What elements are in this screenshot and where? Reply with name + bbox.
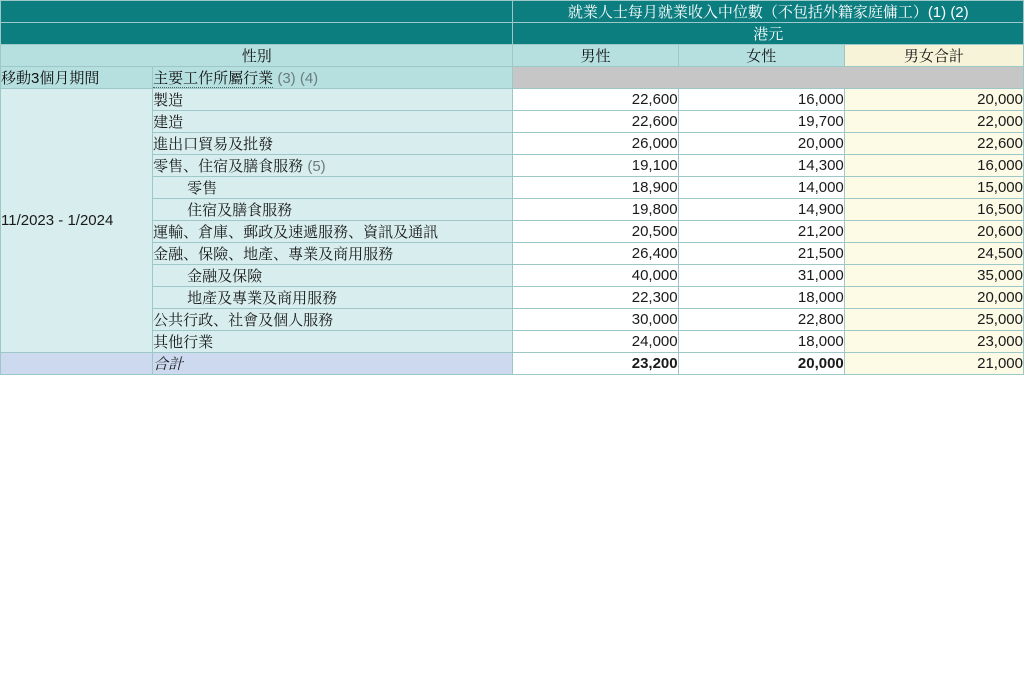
value-female: 14,000 bbox=[678, 177, 844, 199]
value-both: 20,600 bbox=[844, 221, 1023, 243]
table-row bbox=[1, 331, 1024, 353]
header-unit: 港元 bbox=[513, 23, 1024, 45]
value-female: 14,900 bbox=[678, 199, 844, 221]
value-both: 20,000 bbox=[844, 89, 1023, 111]
value-male: 22,300 bbox=[513, 287, 678, 309]
table-row bbox=[1, 133, 1024, 155]
value-male: 40,000 bbox=[513, 265, 678, 287]
value-male: 24,000 bbox=[513, 331, 678, 353]
value-male: 19,800 bbox=[513, 199, 678, 221]
header-row-measure bbox=[1, 1, 1024, 23]
value-male: 19,100 bbox=[513, 155, 678, 177]
value-both: 22,000 bbox=[844, 111, 1023, 133]
value-female: 18,000 bbox=[678, 331, 844, 353]
header-measure-title: 就業人士每月就業收入中位數（不包括外籍家庭傭工）(1) (2) bbox=[513, 1, 1024, 23]
industry-label-cell bbox=[153, 155, 513, 177]
value-both: 20,000 bbox=[844, 287, 1023, 309]
value-both: 23,000 bbox=[844, 331, 1023, 353]
table-body bbox=[1, 89, 1024, 375]
value-male: 30,000 bbox=[513, 309, 678, 331]
industry-label-text: 運輸、倉庫、郵政及速遞服務、資訊及通訊 bbox=[153, 224, 439, 241]
table-row bbox=[1, 287, 1024, 309]
table-header bbox=[1, 1, 1024, 89]
header-col-both: 男女合計 bbox=[844, 45, 1023, 67]
value-male: 23,200 bbox=[513, 353, 678, 375]
header-period-label: 移動3個月期間 bbox=[1, 67, 153, 89]
value-female: 16,000 bbox=[678, 89, 844, 111]
value-female: 20,000 bbox=[678, 133, 844, 155]
header-industry-label-notes: (3) (4) bbox=[277, 70, 319, 87]
value-male: 18,900 bbox=[513, 177, 678, 199]
value-both: 22,600 bbox=[844, 133, 1023, 155]
value-female: 21,200 bbox=[678, 221, 844, 243]
header-col-female: 女性 bbox=[678, 45, 844, 67]
value-female: 18,000 bbox=[678, 287, 844, 309]
value-both: 25,000 bbox=[844, 309, 1023, 331]
industry-label-cell bbox=[153, 309, 513, 331]
industry-label-text: 進出口貿易及批發 bbox=[153, 136, 274, 153]
header-industry-label-text: 主要工作所屬行業 bbox=[153, 70, 274, 87]
header-row-dimensions bbox=[1, 67, 1024, 89]
table-row bbox=[1, 265, 1024, 287]
industry-label-text: 零售、住宿及膳食服務 bbox=[153, 158, 304, 175]
industry-label-text: 金融及保險 bbox=[187, 268, 263, 285]
industry-label-cell bbox=[153, 331, 513, 353]
value-female: 21,500 bbox=[678, 243, 844, 265]
value-male: 22,600 bbox=[513, 111, 678, 133]
header-corner-blank-2 bbox=[1, 23, 513, 45]
table-row bbox=[1, 177, 1024, 199]
value-male: 26,400 bbox=[513, 243, 678, 265]
table-row bbox=[1, 221, 1024, 243]
header-sex-label: 性別 bbox=[1, 45, 513, 67]
industry-label-text: 地產及專業及商用服務 bbox=[187, 290, 338, 307]
table-row bbox=[1, 309, 1024, 331]
table-row bbox=[1, 353, 1024, 375]
industry-label-cell bbox=[153, 265, 513, 287]
industry-label-cell bbox=[153, 177, 513, 199]
header-row-unit bbox=[1, 23, 1024, 45]
value-female: 19,700 bbox=[678, 111, 844, 133]
industry-label-text: 建造 bbox=[153, 114, 184, 131]
value-female: 20,000 bbox=[678, 353, 844, 375]
industry-label-text: 住宿及膳食服務 bbox=[187, 202, 293, 219]
industry-label-text: 其他行業 bbox=[153, 334, 214, 351]
value-male: 22,600 bbox=[513, 89, 678, 111]
table-row bbox=[1, 89, 1024, 111]
industry-label-cell bbox=[153, 133, 513, 155]
value-both: 16,000 bbox=[844, 155, 1023, 177]
period-cell-total-row bbox=[1, 353, 153, 375]
industry-label-text: 金融、保險、地產、專業及商用服務 bbox=[153, 246, 394, 263]
industry-label-text: 製造 bbox=[153, 92, 184, 109]
value-both: 21,000 bbox=[844, 353, 1023, 375]
industry-label-cell bbox=[153, 111, 513, 133]
value-female: 31,000 bbox=[678, 265, 844, 287]
header-row-sex bbox=[1, 45, 1024, 67]
header-spacer-gray bbox=[513, 67, 1024, 89]
value-female: 14,300 bbox=[678, 155, 844, 177]
industry-label-cell bbox=[153, 287, 513, 309]
table-row bbox=[1, 111, 1024, 133]
industry-label-cell bbox=[153, 199, 513, 221]
value-both: 16,500 bbox=[844, 199, 1023, 221]
industry-label-cell bbox=[153, 243, 513, 265]
value-male: 20,500 bbox=[513, 221, 678, 243]
value-male: 26,000 bbox=[513, 133, 678, 155]
table-row bbox=[1, 243, 1024, 265]
industry-label-text: 公共行政、社會及個人服務 bbox=[153, 312, 334, 329]
period-cell: 11/2023 - 1/2024 bbox=[1, 89, 153, 353]
industry-label-text: 零售 bbox=[187, 180, 218, 197]
industry-label-cell bbox=[153, 221, 513, 243]
industry-label-note: (5) bbox=[307, 158, 326, 175]
value-both: 15,000 bbox=[844, 177, 1023, 199]
value-both: 35,000 bbox=[844, 265, 1023, 287]
industry-label-cell bbox=[153, 353, 513, 375]
value-female: 22,800 bbox=[678, 309, 844, 331]
value-both: 24,500 bbox=[844, 243, 1023, 265]
header-industry-label bbox=[153, 67, 513, 89]
industry-label-text: 合計 bbox=[153, 356, 184, 373]
industry-label-cell bbox=[153, 89, 513, 111]
table-row bbox=[1, 155, 1024, 177]
header-col-male: 男性 bbox=[513, 45, 678, 67]
table-row bbox=[1, 199, 1024, 221]
header-corner-blank bbox=[1, 1, 513, 23]
